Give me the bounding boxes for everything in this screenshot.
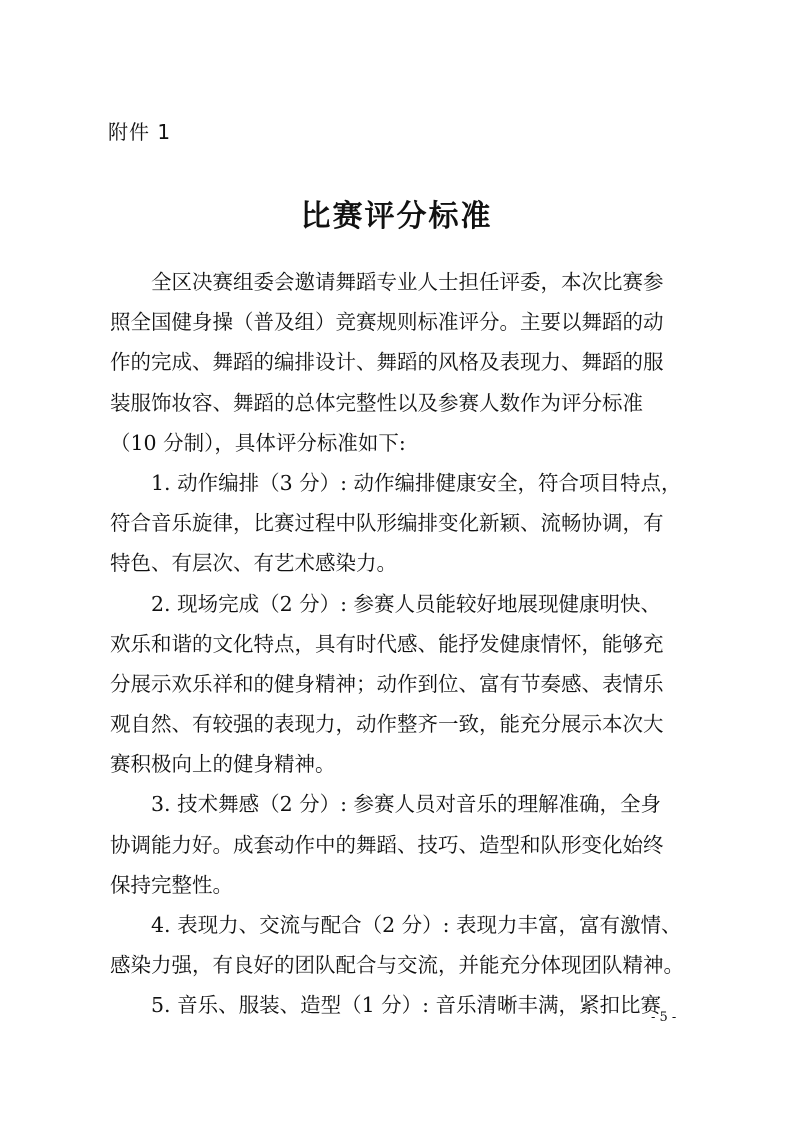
text-line: 全区决赛组委会邀请舞蹈专业人士担任评委，本次比赛参 xyxy=(151,270,664,294)
text-line: 赛积极向上的健身精神。 xyxy=(110,752,336,777)
text-line: 分展示欢乐祥和的健身精神；动作到位、富有节奏感、表情乐 xyxy=(110,671,664,696)
text-line: 感染力强，有良好的团队配合与交流，并能充分体现团队精神。 xyxy=(110,953,684,978)
attachment-label: 附件 1 xyxy=(108,120,172,144)
text-line: 3. 技术舞感（2 分）: 参赛人员对音乐的理解准确，全身 xyxy=(151,792,662,817)
text-line: 特色、有层次、有艺术感染力。 xyxy=(110,551,397,576)
document-title: 比赛评分标准 xyxy=(300,199,493,234)
text-line: 作的完成、舞蹈的编排设计、舞蹈的风格及表现力、舞蹈的服 xyxy=(110,350,664,375)
text-line: 保持完整性。 xyxy=(110,872,233,897)
text-line: 4. 表现力、交流与配合（2 分）: 表现力丰富，富有激情、 xyxy=(151,913,682,937)
text-line: 协调能力好。成套动作中的舞蹈、技巧、造型和队形变化始终 xyxy=(110,832,664,857)
text-line: （10 分制），具体评分标准如下: xyxy=(110,430,406,455)
text-line: 装服饰妆容、舞蹈的总体完整性以及参赛人数作为评分标准 xyxy=(110,390,643,415)
text-line: 符合音乐旋律，比赛过程中队形编排变化新颖、流畅协调，有 xyxy=(110,511,664,536)
text-line: 5. 音乐、服装、造型（1 分）: 音乐清晰丰满，紧扣比赛 xyxy=(151,993,662,1018)
document-body xyxy=(110,262,684,1026)
text-line: 照全国健身操（普及组）竞赛规则标准评分。主要以舞蹈的动 xyxy=(110,310,664,335)
page-number: - 5 - xyxy=(651,1010,677,1025)
text-line: 观自然、有较强的表现力，动作整齐一致，能充分展示本次大 xyxy=(110,712,664,737)
text-line: 欢乐和谐的文化特点，具有时代感、能抒发健康情怀，能够充 xyxy=(110,631,664,656)
text-line: 1. 动作编排（3 分）: 动作编排健康安全，符合项目特点， xyxy=(151,470,682,495)
text-line: 2. 现场完成（2 分）: 参赛人员能较好地展现健康明快、 xyxy=(151,591,662,616)
